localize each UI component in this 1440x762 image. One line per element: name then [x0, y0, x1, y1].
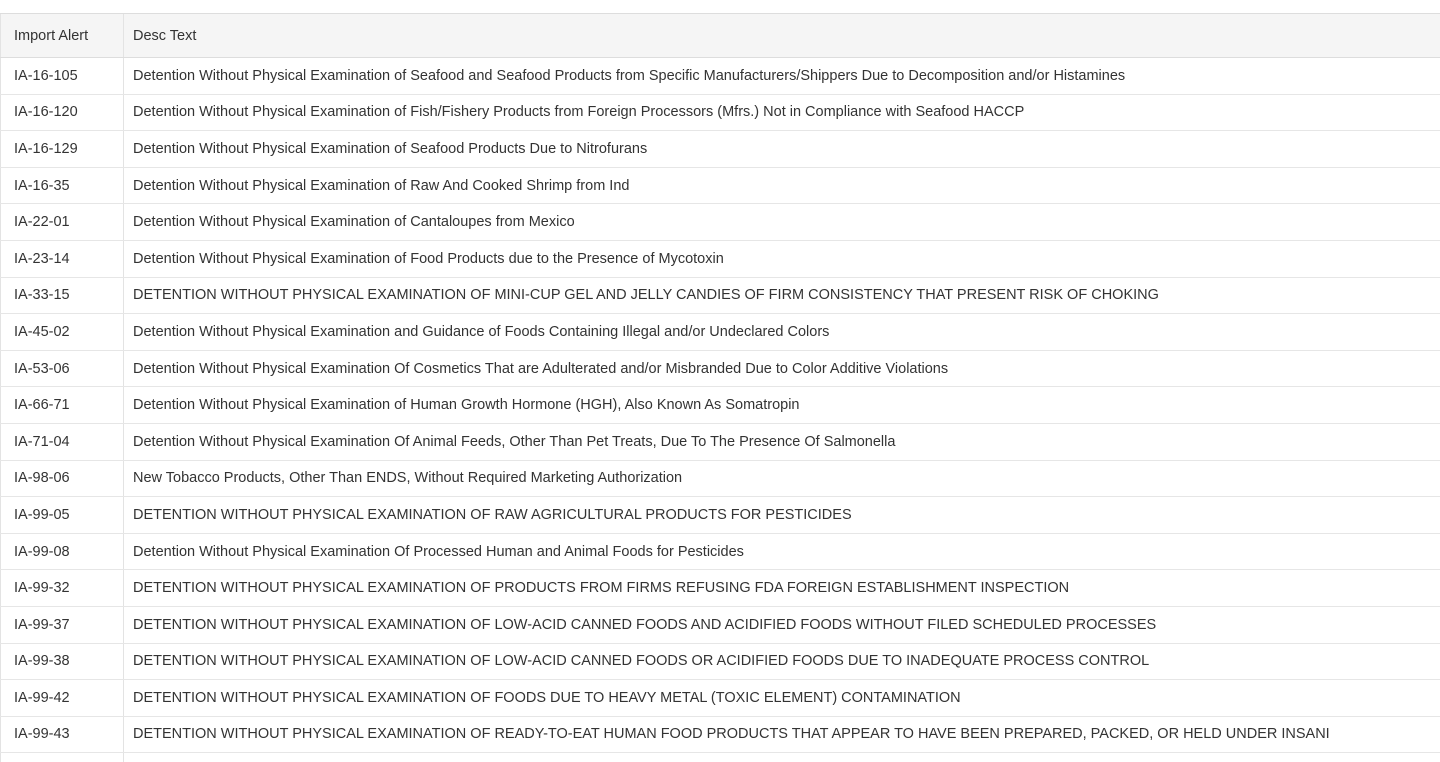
cell-import-alert: IA-53-06 — [1, 350, 124, 387]
table-row[interactable] — [1, 240, 1440, 277]
table-row[interactable] — [1, 606, 1440, 643]
cell-desc-text: Detention Without Physical Examination of Seafood and Seafood Products from Specific Manufacturers/Shippers Due to Decomposition and/or Histamines — [124, 58, 1440, 95]
import-alert-table — [0, 13, 1440, 762]
table-row[interactable] — [1, 497, 1440, 534]
table-row[interactable] — [1, 314, 1440, 351]
cell-import-alert: IA-99-08 — [1, 533, 124, 570]
cell-import-alert: IA-99-37 — [1, 606, 124, 643]
cell-import-alert: IA-66-71 — [1, 387, 124, 424]
cell-import-alert: IA-99-32 — [1, 570, 124, 607]
table-row[interactable] — [1, 716, 1440, 753]
table-row[interactable] — [1, 204, 1440, 241]
cell-desc-text: Detention Without Physical Examination of Seafood Products Due to Nitrofurans — [124, 131, 1440, 168]
import-alert-table-container — [0, 13, 1440, 762]
cell-desc-text: DETENTION WITHOUT PHYSICAL EXAMINATION OF PRODUCTS FROM FIRMS REFUSING FDA FOREIGN ESTABLISHMENT INSPECTION — [124, 570, 1440, 607]
cell-desc-text: Detention Without Physical Examination of Fish/Fishery Products from Foreign Processors (Mfrs.) Not in Compliance with Seafood HACCP — [124, 94, 1440, 131]
table-row[interactable] — [1, 167, 1440, 204]
cell-desc-text: DETENTION WITHOUT PHYSICAL EXAMINATION OF LOW-ACID CANNED FOODS OR ACIDIFIED FOODS DUE TO INADEQUATE PROCESS CONTROL — [124, 643, 1440, 680]
cell-desc-text: Detention Without Physical Examination of Cantaloupes from Mexico — [124, 204, 1440, 241]
table-body — [1, 58, 1440, 762]
cell-import-alert: IA-16-120 — [1, 94, 124, 131]
cell-desc-text: DETENTION WITHOUT PHYSICAL EXAMINATION OF MINI-CUP GEL AND JELLY CANDIES OF FIRM CONSISTENCY THAT PRESENT RISK OF CHOKING — [124, 277, 1440, 314]
table-row[interactable] — [1, 277, 1440, 314]
cell-import-alert — [1, 753, 124, 762]
cell-import-alert: IA-16-105 — [1, 58, 124, 95]
cell-desc-text: DETENTION WITHOUT PHYSICAL EXAMINATION OF READY-TO-EAT HUMAN FOOD PRODUCTS THAT APPEAR TO HAVE BEEN PREPARED, PACKED, OR HELD UNDER INSANI — [124, 716, 1440, 753]
cell-import-alert: IA-16-35 — [1, 167, 124, 204]
cell-import-alert: IA-23-14 — [1, 240, 124, 277]
table-row[interactable] — [1, 680, 1440, 717]
cell-desc-text: Detention Without Physical Examination Of Cosmetics That are Adulterated and/or Misbranded Due to Color Additive Violations — [124, 350, 1440, 387]
table-row[interactable] — [1, 350, 1440, 387]
table-row[interactable] — [1, 643, 1440, 680]
table-row[interactable] — [1, 58, 1440, 95]
cell-desc-text: Detention Without Physical Examination Of Animal Feeds, Other Than Pet Treats, Due To The Presence Of Salmonella — [124, 423, 1440, 460]
column-header-import-alert[interactable]: Import Alert — [1, 14, 124, 58]
cell-desc-text: Detention Without Physical Examination of Food Products due to the Presence of Mycotoxin — [124, 240, 1440, 277]
cell-desc-text: DETENTION WITHOUT PHYSICAL EXAMINATION OF FOODS DUE TO HEAVY METAL (TOXIC ELEMENT) CONTAMINATION — [124, 680, 1440, 717]
table-row[interactable] — [1, 423, 1440, 460]
cell-import-alert: IA-99-42 — [1, 680, 124, 717]
cell-desc-text: DETENTION WITHOUT PHYSICAL EXAMINATION OF RAW AGRICULTURAL PRODUCTS FOR PESTICIDES — [124, 497, 1440, 534]
column-header-desc-text[interactable]: Desc Text — [124, 14, 1440, 58]
cell-import-alert: IA-98-06 — [1, 460, 124, 497]
table-row-partial[interactable] — [1, 753, 1440, 762]
cell-import-alert: IA-71-04 — [1, 423, 124, 460]
table-row[interactable] — [1, 131, 1440, 168]
cell-desc-text — [124, 753, 1440, 762]
cell-import-alert: IA-99-05 — [1, 497, 124, 534]
table-row[interactable] — [1, 94, 1440, 131]
header-row — [1, 14, 1440, 58]
cell-desc-text: DETENTION WITHOUT PHYSICAL EXAMINATION OF LOW-ACID CANNED FOODS AND ACIDIFIED FOODS WITHOUT FILED SCHEDULED PROCESSES — [124, 606, 1440, 643]
cell-import-alert: IA-16-129 — [1, 131, 124, 168]
table-header — [1, 14, 1440, 58]
cell-import-alert: IA-99-38 — [1, 643, 124, 680]
cell-import-alert: IA-99-43 — [1, 716, 124, 753]
cell-import-alert: IA-33-15 — [1, 277, 124, 314]
table-row[interactable] — [1, 570, 1440, 607]
cell-desc-text: New Tobacco Products, Other Than ENDS, Without Required Marketing Authorization — [124, 460, 1440, 497]
cell-desc-text: Detention Without Physical Examination and Guidance of Foods Containing Illegal and/or Undeclared Colors — [124, 314, 1440, 351]
cell-import-alert: IA-22-01 — [1, 204, 124, 241]
cell-desc-text: Detention Without Physical Examination of Raw And Cooked Shrimp from Ind — [124, 167, 1440, 204]
cell-desc-text: Detention Without Physical Examination of Human Growth Hormone (HGH), Also Known As Somatropin — [124, 387, 1440, 424]
table-row[interactable] — [1, 533, 1440, 570]
table-row[interactable] — [1, 387, 1440, 424]
cell-import-alert: IA-45-02 — [1, 314, 124, 351]
cell-desc-text: Detention Without Physical Examination Of Processed Human and Animal Foods for Pesticides — [124, 533, 1440, 570]
table-row[interactable] — [1, 460, 1440, 497]
